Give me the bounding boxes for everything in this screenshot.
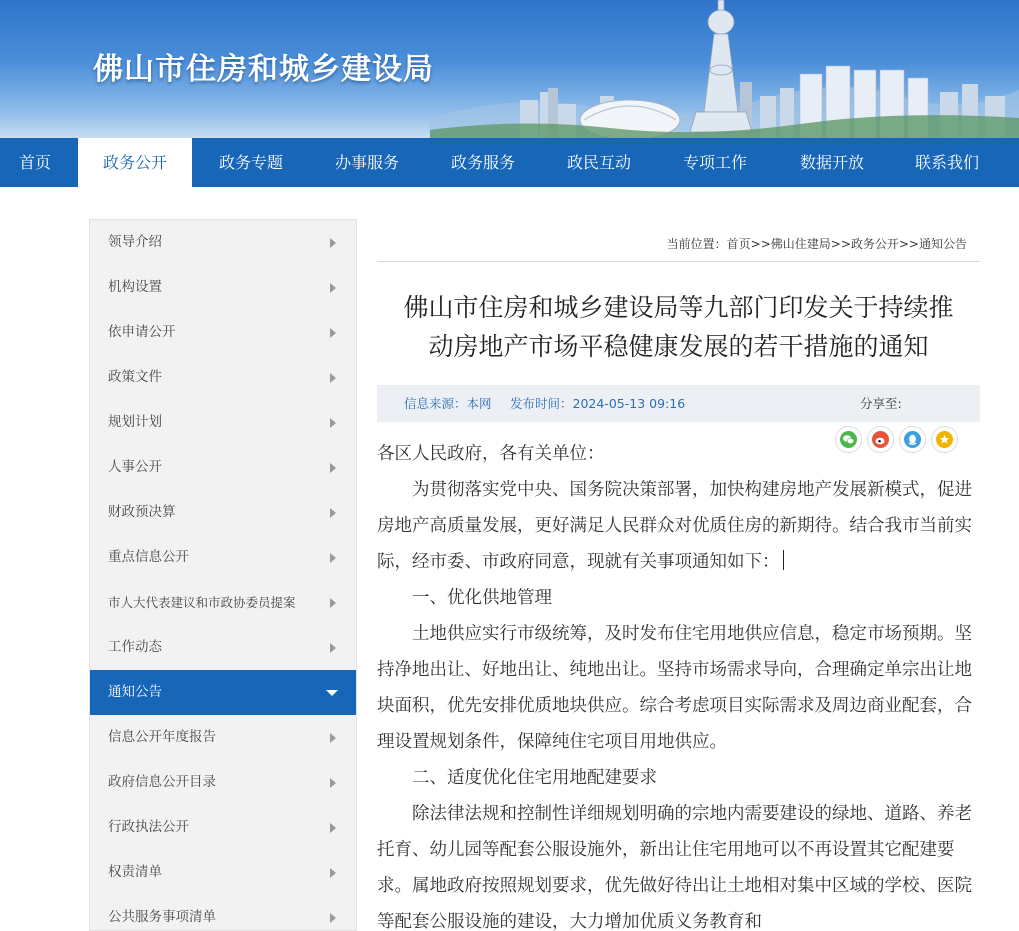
nav-item-government-topics[interactable]: 政务专题 — [218, 153, 283, 172]
text-cursor — [783, 550, 784, 570]
sidebar-item-request-disclosure[interactable] — [90, 310, 356, 355]
sidebar-item-key-information[interactable] — [90, 535, 356, 580]
sidebar-item-label: 权责清单 — [108, 864, 162, 880]
sidebar-item-label: 政府信息公开目录 — [108, 774, 216, 790]
sidebar-item-organization[interactable] — [90, 265, 356, 310]
sidebar-item-label: 工作动态 — [108, 639, 162, 655]
article-salutation: 各区人民政府，各有关单位： — [377, 444, 605, 464]
sidebar-item-label: 市人大代表建议和市政协委员提案 — [108, 595, 296, 610]
sidebar-item-responsibility-list[interactable] — [90, 850, 356, 895]
sidebar-item-proposals[interactable] — [90, 580, 356, 625]
sidebar-item-label: 依申请公开 — [108, 324, 176, 340]
chevron-right-icon — [330, 643, 336, 653]
chevron-right-icon — [330, 598, 336, 608]
sidebar-item-info-catalog[interactable] — [90, 760, 356, 805]
chevron-right-icon — [330, 463, 336, 473]
sidebar-item-label: 重点信息公开 — [108, 549, 189, 565]
chevron-right-icon — [330, 418, 336, 428]
share-label: 分享至: — [860, 396, 902, 411]
nav-item-home[interactable]: 首页 — [18, 153, 51, 172]
article-title-line: 佛山市住房和城乡建设局等九部门印发关于持续推 — [403, 293, 954, 322]
article-paragraph: 土地供应实行市级统筹，及时发布住宅用地供应信息，稳定市场预期。坚持净地出让、好地出让、纯地出让。坚持市场需求导向，合理确定单宗出让地块面积，优先安排优质地块供应。综合考虑项目实际需求及周边商业配套，合理设置规划条件，保障纯住宅项目用地供应。 — [377, 624, 972, 752]
chevron-right-icon — [330, 283, 336, 293]
article-paragraph-intro — [377, 472, 982, 580]
sidebar-item-policy-documents[interactable] — [90, 355, 356, 400]
article-meta-bar — [377, 385, 980, 422]
article-section-heading: 一、优化供地管理 — [412, 588, 552, 608]
sidebar-item-label: 财政预决算 — [108, 504, 176, 520]
nav-item-government-services[interactable]: 政务服务 — [450, 153, 515, 172]
nav-item-public-interaction[interactable]: 政民互动 — [566, 153, 631, 172]
sidebar-item-public-services[interactable] — [90, 895, 356, 931]
sidebar-item-label: 通知公告 — [108, 684, 162, 700]
chevron-right-icon — [330, 553, 336, 563]
header-banner — [0, 0, 1019, 138]
article-paragraph: 除法律法规和控制性详细规划明确的宗地内需要建设的绿地、道路、养老托育、幼儿园等配套公服设施外，新出让住宅用地可以不再设置其它配建要求。属地政府按照规划要求，优先做好待出让土地相对集中区域的学校、医院等配套公服设施的建设，大力增加优质义务教育和 — [377, 804, 972, 931]
sidebar-item-work-news[interactable] — [90, 625, 356, 670]
sidebar-item-label: 领导介绍 — [108, 234, 162, 250]
article-title — [377, 288, 980, 366]
sidebar-item-annual-report[interactable] — [90, 715, 356, 760]
sidebar-item-label: 公共服务事项清单 — [108, 909, 216, 925]
nav-item-government-affairs-disclosure[interactable]: 政务公开 — [78, 138, 192, 187]
sidebar-item-announcements[interactable] — [90, 670, 356, 715]
article-body — [377, 436, 982, 931]
chevron-right-icon — [330, 328, 336, 338]
sidebar-item-plans[interactable] — [90, 400, 356, 445]
chevron-right-icon — [330, 778, 336, 788]
article-section-heading: 二、适度优化住宅用地配建要求 — [412, 768, 657, 788]
chevron-right-icon — [330, 913, 336, 923]
sidebar-item-budget[interactable] — [90, 490, 356, 535]
nav-item-contact-us[interactable]: 联系我们 — [914, 153, 979, 172]
chevron-down-icon — [326, 690, 338, 696]
chevron-right-icon — [330, 238, 336, 248]
chevron-right-icon — [330, 823, 336, 833]
breadcrumb[interactable]: 当前位置：首页>>佛山住建局>>政务公开>>通知公告 — [377, 231, 980, 262]
article-source: 信息来源：本网 — [404, 396, 492, 411]
sidebar-item-label: 人事公开 — [108, 459, 162, 475]
sidebar-item-label: 政策文件 — [108, 369, 162, 385]
nav-item-open-data[interactable]: 数据开放 — [799, 153, 864, 172]
chevron-right-icon — [330, 508, 336, 518]
sidebar-item-leadership[interactable] — [90, 220, 356, 265]
sidebar-item-label: 行政执法公开 — [108, 819, 189, 835]
nav-item-special-work[interactable]: 专项工作 — [682, 153, 747, 172]
sidebar-menu — [89, 219, 357, 931]
sidebar-item-label: 规划计划 — [108, 414, 162, 430]
chevron-right-icon — [330, 733, 336, 743]
chevron-right-icon — [330, 868, 336, 878]
article-title-line: 动房地产市场平稳健康发展的若干措施的通知 — [428, 332, 929, 361]
nav-item-service-handling[interactable]: 办事服务 — [334, 153, 399, 172]
sidebar-item-label: 信息公开年度报告 — [108, 729, 216, 745]
site-title: 佛山市住房和城乡建设局 — [93, 52, 434, 87]
sidebar-item-law-enforcement[interactable] — [90, 805, 356, 850]
sidebar-item-label: 机构设置 — [108, 279, 162, 295]
sidebar-item-personnel[interactable] — [90, 445, 356, 490]
chevron-right-icon — [330, 373, 336, 383]
article-publish-time: 发布时间：2024-05-13 09:16 — [510, 396, 686, 411]
paragraph-text: 为贯彻落实党中央、国务院决策部署，加快构建房地产发展新模式，促进房地产高质量发展，更好满足人民群众对优质住房的新期待。结合我市当前实际，经市委、市政府同意，现就有关事项通知如下： — [377, 480, 972, 572]
main-navigation — [0, 138, 1019, 187]
